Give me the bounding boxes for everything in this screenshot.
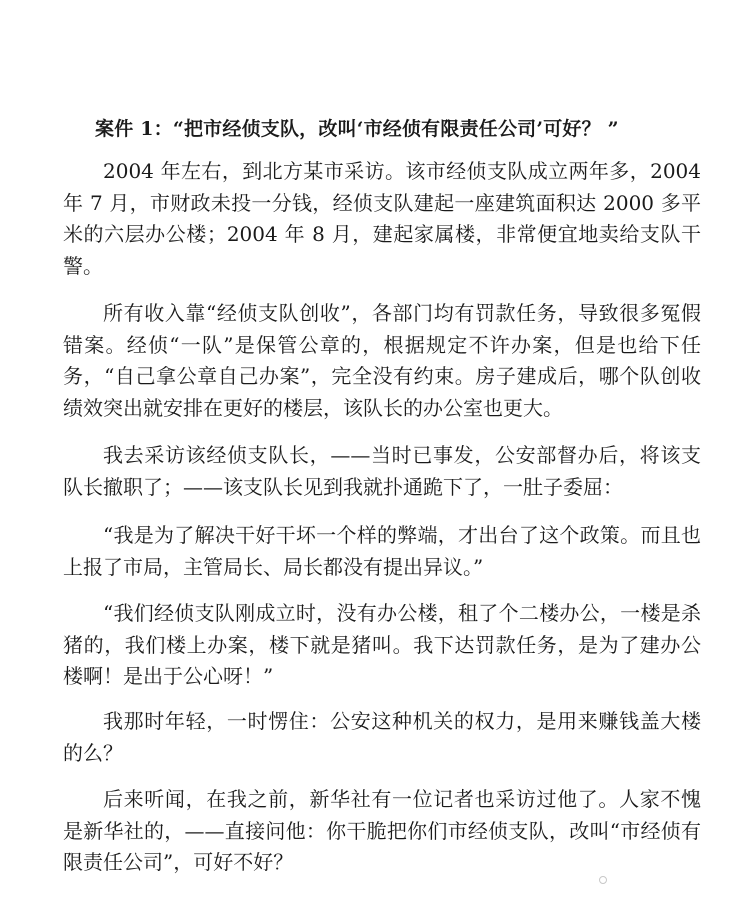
scan-artifact-dot: [599, 876, 607, 884]
paragraph-2: 所有收入靠“经侦支队创收”，各部门均有罚款任务，导致很多冤假错案。经侦“一队”是保管公章的，根据规定不许办案，但是也给下任务，“自己拿公章自己办案”，完全没有约束。房子建成后，哪个队创收绩效突出就安排在更好的楼层，该队长的办公室也更大。: [63, 301, 701, 420]
paragraph-6: 我那时年轻，一时愣住：公安这种机关的权力，是用来赚钱盖大楼的么？: [63, 709, 701, 765]
paragraph-4: “我是为了解决干好干坏一个样的弊端，才出台了这个政策。而且也上报了市局，主管局长、局长都没有提出异议。”: [63, 523, 701, 579]
case-title: 案件 1：“把市经侦支队，改叫‘市经侦有限责任公司’可好？ ”: [95, 118, 619, 140]
paragraph-5: “我们经侦支队刚成立时，没有办公楼，租了个二楼办公，一楼是杀猪的，我们楼上办案，楼下就是猪叫。我下达罚款任务，是为了建办公楼啊！是出于公心呀！”: [63, 601, 701, 688]
paragraph-3: 我去采访该经侦支队长，——当时已事发，公安部督办后，将该支队长撤职了；——该支队长见到我就扑通跪下了，一肚子委屈：: [63, 443, 701, 499]
paragraph-1: 2004 年左右，到北方某市采访。该市经侦支队成立两年多，2004 年 7 月，市财政未投一分钱，经侦支队建起一座建筑面积达 2000 多平米的六层办公楼；2004 年 8 月，建起家属楼，非常便宜地卖给支队干警。: [63, 159, 701, 278]
paragraph-7: 后来听闻，在我之前，新华社有一位记者也采访过他了。人家不愧是新华社的，——直接问他：你干脆把你们市经侦支队，改叫“市经侦有限责任公司”，可好不好？: [63, 787, 701, 874]
